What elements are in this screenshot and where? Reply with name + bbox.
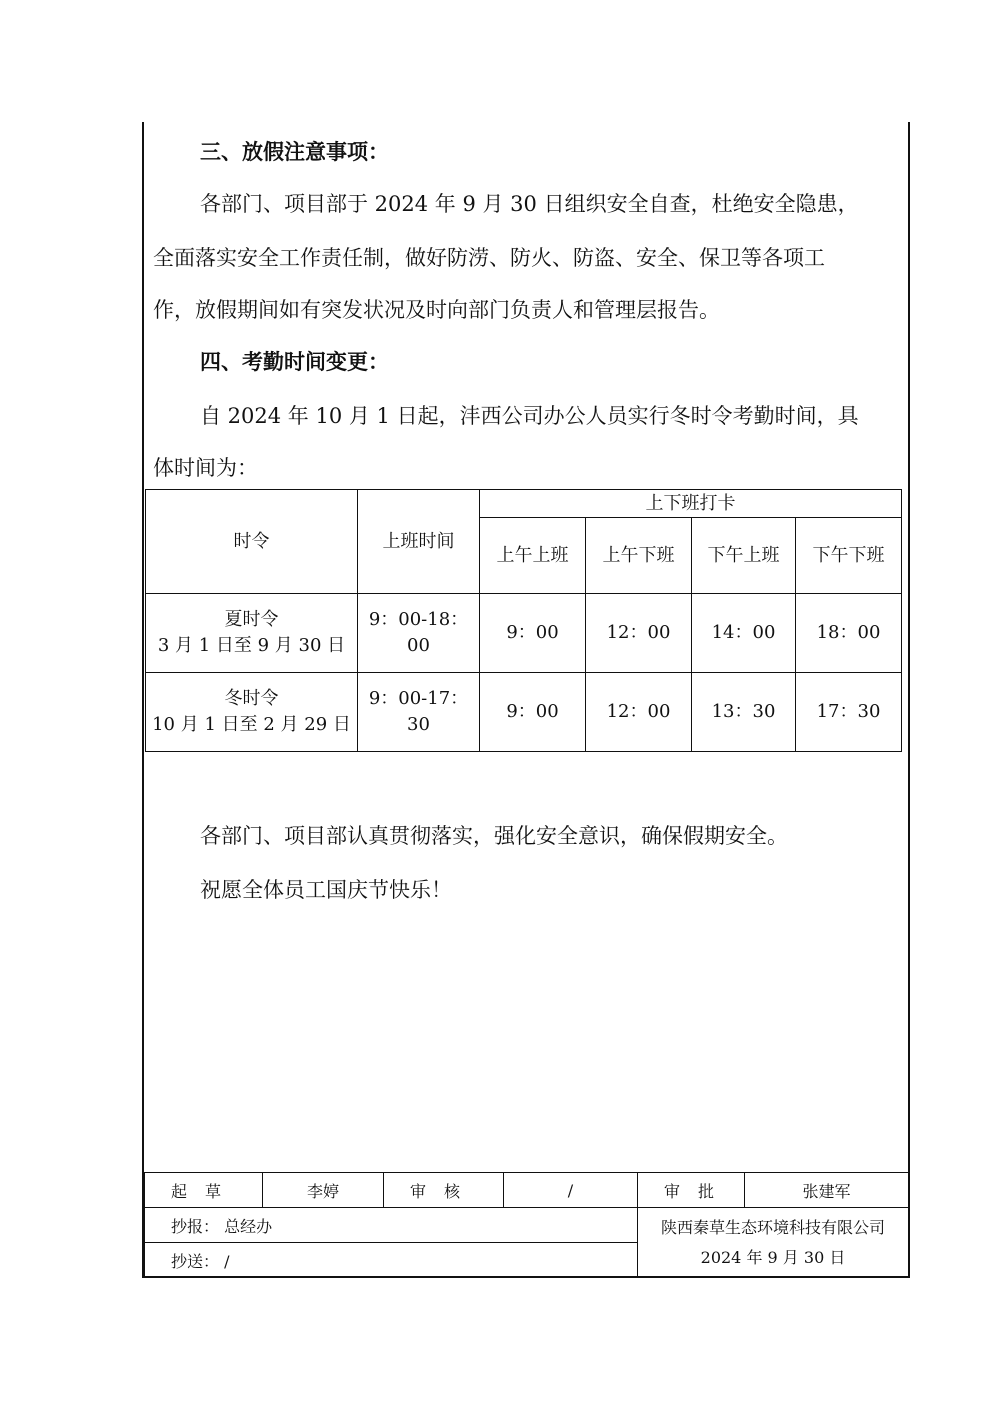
- section-4-heading: 四、考勤时间变更：: [200, 349, 389, 374]
- am-in-cell: 9：00: [480, 594, 586, 673]
- pm-out-cell: 17：30: [796, 673, 902, 752]
- review-label-cell: [384, 1173, 504, 1208]
- work-hours-cell: 9：00-17：30: [358, 673, 480, 752]
- pm-in-cell: 14：00: [692, 594, 796, 673]
- report-label: 抄报：: [171, 1216, 220, 1236]
- season-cell: [146, 594, 358, 673]
- header-season: 时令: [146, 490, 358, 594]
- header-pm-in: 下午上班: [692, 518, 796, 594]
- pm-in-cell: 13：30: [692, 673, 796, 752]
- approve-label: 审批: [664, 1181, 733, 1201]
- header-clock-group: 上下班打卡: [480, 490, 902, 518]
- review-label: 审核: [410, 1181, 479, 1201]
- issuer-cell: [638, 1208, 909, 1278]
- issue-date: 2024 年 9 月 30 日: [700, 1247, 846, 1267]
- header-am-out: 上午下班: [586, 518, 692, 594]
- header-am-in: 上午上班: [480, 518, 586, 594]
- company-name: 陕西秦草生态环境科技有限公司: [660, 1217, 885, 1237]
- season-range: 3 月 1 日至 9 月 30 日: [157, 635, 346, 656]
- report-cell: [145, 1208, 638, 1243]
- closing-line-2: 祝愿全体员工国庆节快乐！: [200, 878, 452, 902]
- report-value: 总经办: [224, 1216, 273, 1236]
- send-cell: [145, 1243, 638, 1278]
- approve-label-cell: [638, 1173, 745, 1208]
- work-hours-cell: 9：00-18：00: [358, 594, 480, 673]
- review-name: /: [504, 1173, 638, 1208]
- section-3-line-2: 全面落实安全工作责任制，做好防涝、防火、防盗、安全、保卫等各项工: [153, 246, 825, 270]
- section-4-line-2: 体时间为：: [153, 456, 258, 480]
- draft-label-cell: [145, 1173, 263, 1208]
- am-out-cell: 12：00: [586, 673, 692, 752]
- am-in-cell: 9：00: [480, 673, 586, 752]
- am-out-cell: 12：00: [586, 594, 692, 673]
- approval-footer-table: [144, 1172, 909, 1278]
- closing-line-1: 各部门、项目部认真贯彻落实，强化安全意识，确保假期安全。: [200, 824, 788, 848]
- section-3-line-3: 作，放假期间如有突发状况及时向部门负责人和管理层报告。: [153, 298, 720, 322]
- send-value: /: [224, 1251, 230, 1271]
- header-pm-out: 下午下班: [796, 518, 902, 594]
- pm-out-cell: 18：00: [796, 594, 902, 673]
- section-3-heading: 三、放假注意事项：: [200, 139, 389, 164]
- season-name: 冬时令: [224, 688, 279, 709]
- section-4-line-1: 自 2024 年 10 月 1 日起，沣西公司办公人员实行冬时令考勤时间，具: [200, 404, 859, 428]
- send-label: 抄送：: [171, 1251, 220, 1271]
- season-name: 夏时令: [224, 609, 279, 630]
- section-3-line-1: 各部门、项目部于 2024 年 9 月 30 日组织安全自查，杜绝安全隐患，: [200, 192, 859, 216]
- table-row-summer: [146, 594, 902, 673]
- attendance-schedule-table: [145, 489, 902, 752]
- season-cell: [146, 673, 358, 752]
- draft-label: 起草: [171, 1181, 240, 1201]
- table-row-winter: [146, 673, 902, 752]
- draft-name: 李婷: [263, 1173, 384, 1208]
- season-range: 10 月 1 日至 2 月 29 日: [152, 714, 351, 735]
- header-work-hours: 上班时间: [358, 490, 480, 594]
- approve-name: 张建军: [745, 1173, 909, 1208]
